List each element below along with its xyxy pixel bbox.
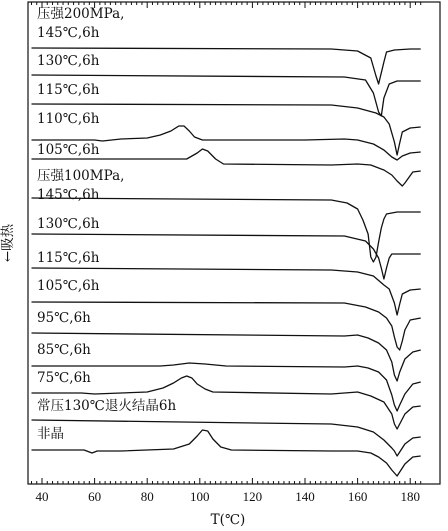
x-tick-label: 120 [242,489,263,504]
series-label: 115℃,6h [37,82,100,98]
series-label: 130℃,6h [37,216,100,232]
x-tick-label: 100 [190,489,210,504]
series-label: 压强100MPa, 145℃,6h [37,168,125,203]
series-label: 110℃,6h [37,111,100,127]
x-tick-label: 140 [295,489,315,504]
x-tick-label: 180 [400,489,420,504]
x-tick-label: 40 [35,489,49,504]
series-label: 75℃,6h [37,370,91,386]
series-label: 95℃,6h [37,310,91,326]
series-label: 105℃,6h [37,278,100,294]
series-label: 85℃,6h [37,342,91,358]
y-axis-label: ←吸热 [0,223,16,263]
dsc-curve [32,420,421,456]
dsc-curve [32,430,421,476]
series-label: 非晶 [37,426,64,442]
series-label: 115℃,6h [37,250,100,266]
x-tick-label: 60 [88,489,102,504]
series-label: 压强200MPa, 145℃,6h [37,6,125,41]
series-label: 105℃,6h [37,142,100,158]
series-label: 130℃,6h [37,53,100,69]
series-label-layer [37,6,176,442]
x-tick-label: 160 [347,489,368,504]
series-label: 常压130℃退火结晶6h [37,398,177,414]
x-tick-label: 80 [140,489,154,504]
x-axis-label: T(℃) [210,512,246,528]
